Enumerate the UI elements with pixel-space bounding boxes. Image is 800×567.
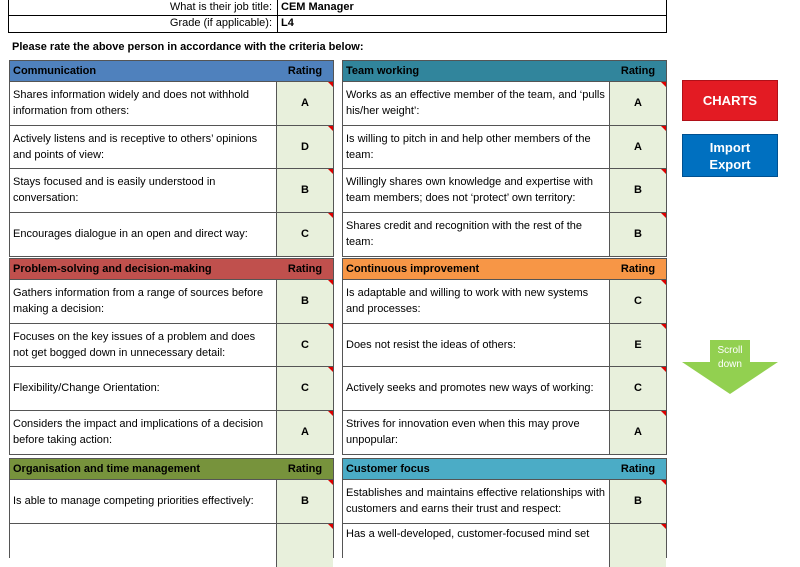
rating-cell[interactable]: A (610, 126, 666, 169)
criteria-row (343, 367, 666, 411)
scroll-label-line1: Scroll (685, 344, 775, 358)
criteria-text (10, 524, 277, 567)
rating-cell[interactable]: A (277, 411, 333, 455)
panel-title: Communication (10, 65, 277, 77)
rating-cell[interactable]: C (610, 280, 666, 323)
rating-header: Rating (277, 463, 333, 475)
criteria-text: Shares information widely and does not withhold information from others: (10, 82, 277, 125)
panel-header (343, 61, 666, 82)
criteria-text: Has a well-developed, customer-focused mind set (343, 524, 610, 567)
rating-cell[interactable]: A (277, 82, 333, 125)
criteria-row (10, 480, 333, 524)
scroll-label-line2: down (685, 358, 775, 372)
grade-label: Grade (if applicable): (9, 15, 278, 32)
panel-customer-focus (342, 458, 667, 558)
criteria-text: Gathers information from a range of sources before making a decision: (10, 280, 277, 323)
panel-header (343, 259, 666, 280)
criteria-row (343, 411, 666, 455)
rating-cell[interactable] (610, 524, 666, 567)
panel-title: Continuous improvement (343, 263, 610, 275)
grade-row (8, 15, 667, 33)
criteria-text: Focuses on the key issues of a problem and does not get bogged down in unnecessary detail: (10, 324, 277, 367)
rating-cell[interactable] (277, 524, 333, 567)
criteria-text: Stays focused and is easily understood in conversation: (10, 169, 277, 212)
scroll-down-label[interactable] (685, 344, 775, 372)
rating-header: Rating (277, 263, 333, 275)
rating-cell[interactable]: C (277, 367, 333, 410)
import-export-button[interactable] (682, 134, 778, 177)
panel-team-working (342, 60, 667, 257)
criteria-text: Actively seeks and promotes new ways of working: (343, 367, 610, 410)
rating-cell[interactable]: E (610, 324, 666, 367)
panel-header (10, 259, 333, 280)
criteria-text: Is willing to pitch in and help other members of the team: (343, 126, 610, 169)
criteria-row (343, 213, 666, 257)
criteria-row (10, 82, 333, 126)
criteria-text: Encourages dialogue in an open and direct way: (10, 213, 277, 257)
criteria-row (10, 280, 333, 324)
rating-cell[interactable]: B (610, 169, 666, 212)
instruction-text: Please rate the above person in accordance with the criteria below: (12, 41, 364, 53)
rating-header: Rating (610, 263, 666, 275)
rating-cell[interactable]: C (277, 213, 333, 257)
criteria-text: Does not resist the ideas of others: (343, 324, 610, 367)
criteria-row (343, 280, 666, 324)
export-label: Export (709, 156, 750, 173)
criteria-text: Considers the impact and implications of a decision before taking action: (10, 411, 277, 455)
rating-cell[interactable]: B (277, 280, 333, 323)
criteria-row (10, 524, 333, 567)
criteria-row (343, 480, 666, 524)
criteria-text: Establishes and maintains effective relationships with customers and earns their trust and respect: (343, 480, 610, 523)
rating-cell[interactable]: A (610, 82, 666, 125)
criteria-row (10, 367, 333, 411)
job-title-value[interactable]: CEM Manager (278, 0, 666, 15)
rating-cell[interactable]: C (277, 324, 333, 367)
criteria-row (343, 324, 666, 368)
criteria-text: Is able to manage competing priorities effectively: (10, 480, 277, 523)
rating-cell[interactable]: B (277, 169, 333, 212)
criteria-row (10, 126, 333, 170)
criteria-row (10, 213, 333, 257)
import-label: Import (710, 139, 750, 156)
criteria-text: Actively listens and is receptive to others’ opinions and points of view: (10, 126, 277, 169)
charts-button[interactable]: CHARTS (682, 80, 778, 121)
criteria-row (343, 169, 666, 213)
rating-cell[interactable]: A (610, 411, 666, 455)
panel-title: Customer focus (343, 463, 610, 475)
rating-cell[interactable]: B (610, 213, 666, 257)
panel-communication (9, 60, 334, 257)
panel-header (343, 459, 666, 480)
criteria-row (10, 411, 333, 455)
criteria-row (10, 324, 333, 368)
panel-title: Team working (343, 65, 610, 77)
criteria-row (10, 169, 333, 213)
panel-organisation (9, 458, 334, 558)
criteria-text: Strives for innovation even when this may prove unpopular: (343, 411, 610, 455)
rating-cell[interactable]: C (610, 367, 666, 410)
criteria-text: Flexibility/Change Orientation: (10, 367, 277, 410)
job-title-row (8, 0, 667, 16)
panel-title: Problem-solving and decision-making (10, 263, 277, 275)
criteria-text: Works as an effective member of the team, and ‘pulls his/her weight’: (343, 82, 610, 125)
panel-header (10, 459, 333, 480)
rating-header: Rating (610, 463, 666, 475)
rating-cell[interactable]: B (610, 480, 666, 523)
criteria-row (343, 524, 666, 567)
criteria-text: Shares credit and recognition with the rest of the team: (343, 213, 610, 257)
grade-value[interactable]: L4 (278, 15, 666, 32)
criteria-text: Is adaptable and willing to work with new systems and processes: (343, 280, 610, 323)
panel-problem-solving (9, 258, 334, 455)
panel-continuous-improvement (342, 258, 667, 455)
rating-header: Rating (610, 65, 666, 77)
panel-title: Organisation and time management (10, 463, 277, 475)
rating-header: Rating (277, 65, 333, 77)
criteria-row (343, 126, 666, 170)
panel-header (10, 61, 333, 82)
rating-cell[interactable]: D (277, 126, 333, 169)
job-title-label: What is their job title: (9, 0, 278, 15)
criteria-row (343, 82, 666, 126)
rating-cell[interactable]: B (277, 480, 333, 523)
criteria-text: Willingly shares own knowledge and expertise with team members; does not ‘protect’ own territory: (343, 169, 610, 212)
